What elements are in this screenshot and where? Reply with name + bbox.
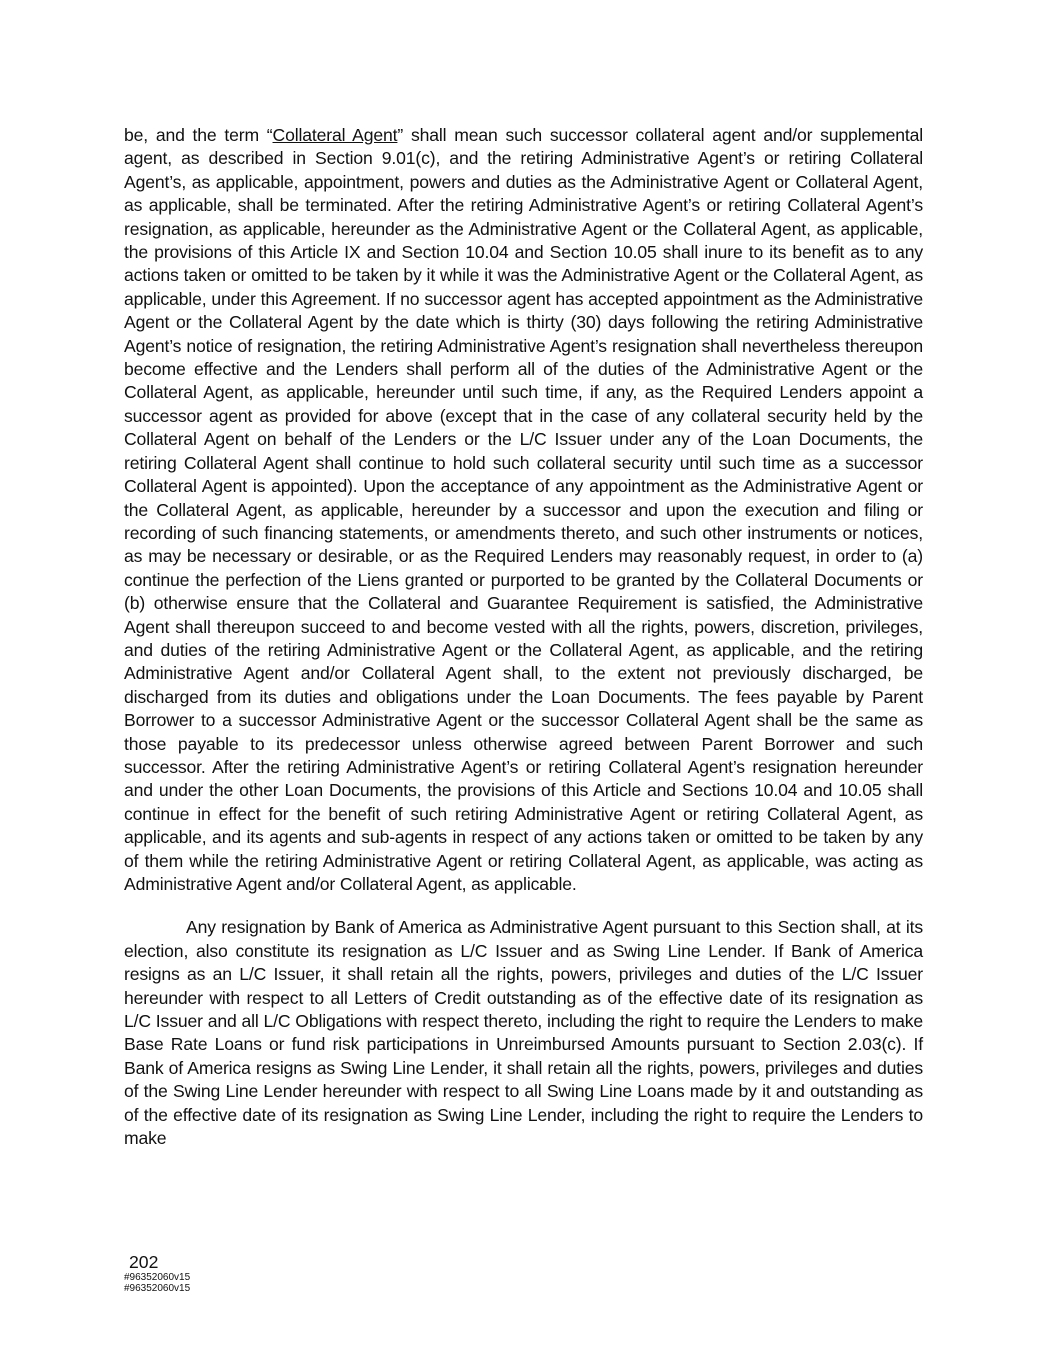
document-id: #96352060v15	[124, 1283, 191, 1294]
paragraph-1	[124, 124, 923, 896]
document-body	[124, 124, 923, 1150]
paragraph-2: Any resignation by Bank of America as Administrative Agent pursuant to this Section shall, at its election, also constitute its resignation as L/C Issuer and as Swing Line Lender. If Bank of America resigns as an L/C Issuer, it shall retain all the rights, powers, privileges and duties of the L/C Issuer hereunder with respect to all Letters of Credit outstanding as of the effective date of its resignation as L/C Issuer and all L/C Obligations with respect thereto, including the right to require the Lenders to make Base Rate Loans or fund risk participations in Unreimbursed Amounts pursuant to Section 2.03(c). If Bank of America resigns as Swing Line Lender, it shall retain all the rights, powers, privileges and duties of the Swing Line Lender hereunder with respect to all Swing Line Loans made by it and outstanding as of the effective date of its resignation as Swing Line Lender, including the right to require the Lenders to make	[124, 917, 923, 1149]
paragraph-1-text: ” shall mean such successor collateral agent and/or supplemental agent, as described in Section 9.01(c), and the retiring Administrative Agent’s or retiring Collateral Agent’s, as applicable, appointment, powers and duties as the Administrative Agent or Collateral Agent, as applicable, shall be terminated. After the retiring Administrative Agent’s or retiring Collateral Agent’s resignation, as applicable, hereunder as the Administrative Agent or the Collateral Agent, as applicable, the provisions of this Article IX and Section 10.04 and Section 10.05 shall inure to its benefit as to any actions taken or omitted to be taken by it while it was the Administrative Agent or the Collateral Agent, as applicable, under this Agreement. If no successor agent has accepted appointment as the Administrative Agent or the Collateral Agent by the date which is thirty (30) days following the retiring Administrative Agent’s notice of resignation, the retiring Administrative Agent’s resignation shall nevertheless thereupon become effective and the Lenders shall perform all of the duties of the Administrative Agent or the Collateral Agent, as applicable, hereunder until such time, if any, as the Required Lenders appoint a successor agent as provided for above (except that in the case of any collateral security held by the Collateral Agent on behalf of the Lenders or the L/C Issuer under any of the Loan Documents, the retiring Collateral Agent shall continue to hold such collateral security until such time as a successor Collateral Agent is appointed). Upon the acceptance of any appointment as the Administrative Agent or the Collateral Agent, as applicable, hereunder by a successor and upon the execution and filing or recording of such financing statements, or amendments thereto, and such other instruments or notices, as may be necessary or desirable, or as the Required Lenders may reasonably request, in order to (a) continue the perfection of the Liens granted or purported to be granted by the Collateral Documents or (b) otherwise ensure that the Collateral and Guarantee Requirement is satisfied, the Administrative Agent shall thereupon succeed to and become vested with all the rights, powers, discretion, privileges, and duties of the retiring Administrative Agent or the Collateral Agent, as applicable, and the retiring Administrative Agent and/or Collateral Agent shall, to the extent not previously discharged, be discharged from its duties and obligations under the Loan Documents. The fees payable by Parent Borrower to a successor Administrative Agent or the successor Collateral Agent shall be the same as those payable to its predecessor unless otherwise agreed between Parent Borrower and such successor. After the retiring Administrative Agent’s or retiring Collateral Agent’s resignation hereunder and under the other Loan Documents, the provisions of this Article and Sections 10.04 and 10.05 shall continue in effect for the benefit of such retiring Administrative Agent or retiring Collateral Agent, as applicable, and its agents and sub-agents in respect of any actions taken or omitted to be taken by any of them while the retiring Administrative Agent or retiring Collateral Agent, as applicable, was acting as Administrative Agent and/or Collateral Agent, as applicable.	[124, 125, 923, 894]
defined-term-collateral-agent: Collateral Agent	[272, 125, 398, 145]
page-number: 202	[129, 1252, 159, 1272]
page-footer	[124, 1252, 190, 1294]
document-id: #96352060v15	[124, 1272, 191, 1283]
paragraph-1-prefix: be, and the term “	[124, 125, 273, 145]
